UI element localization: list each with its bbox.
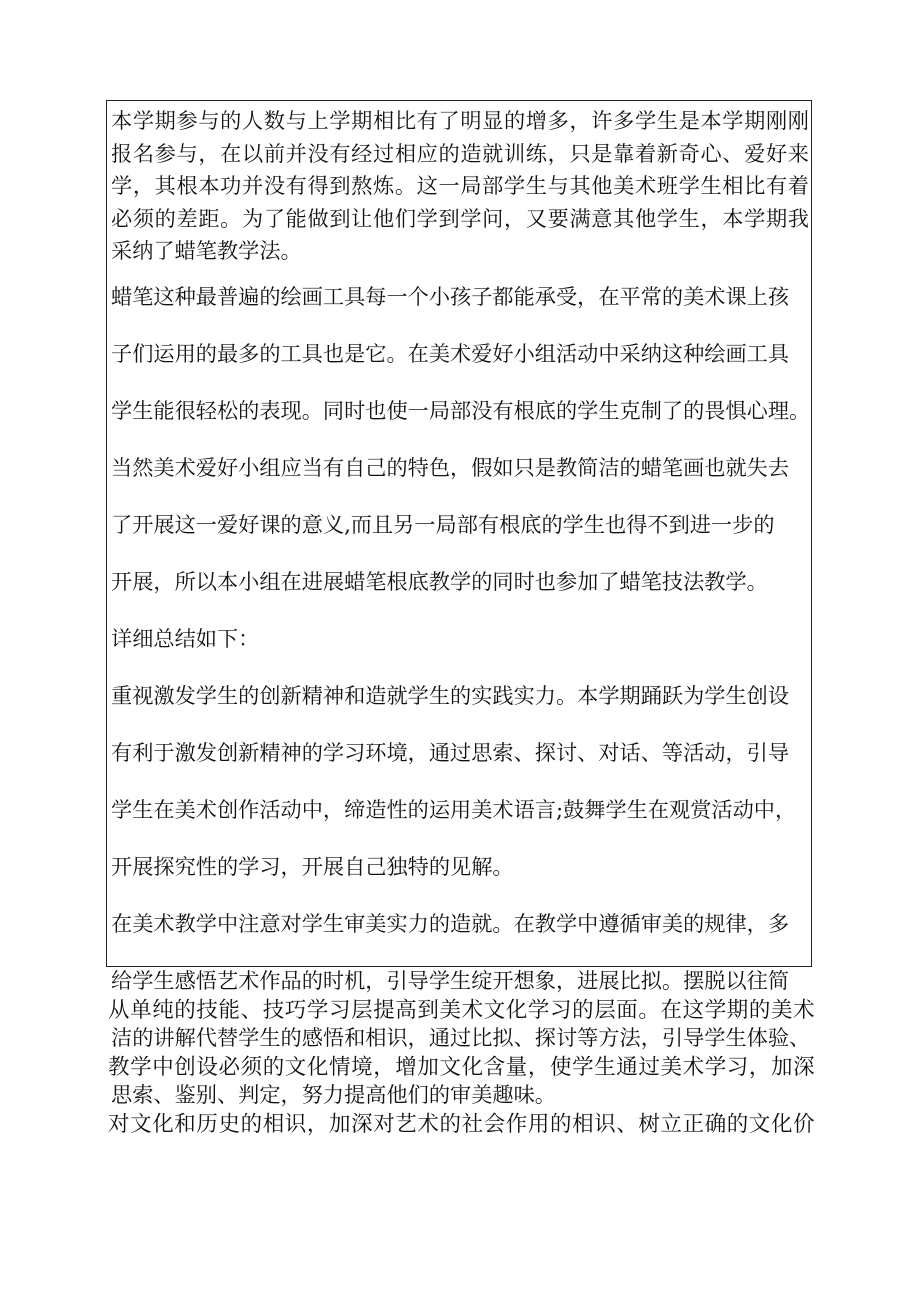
text-line: 学生能很轻松的表现。同时也使一局部没有根底的学生克制了的畏惧心理。 [111,397,811,423]
text-line: 洁的讲解代替学生的感悟和相识，通过比拟、探讨等方法，引导学生体验、 [111,1024,811,1050]
text-line: 子们运用的最多的工具也是它。在美术爱好小组活动中采纳这种绘画工具 [111,340,790,366]
text-line: 了开展这一爱好课的意义,而且另一局部有根底的学生也得不到进一步的 [111,511,775,537]
text-line: 蜡笔这种最普遍的绘画工具每一个小孩子都能承受，在平常的美术课上孩 [111,283,790,309]
text-line: 对文化和历史的相识，加深对艺术的社会作用的相识、树立正确的文化价 [108,1112,816,1137]
summary-heading: 详细总结如下： [111,625,260,651]
text-line: 学生在美术创作活动中，缔造性的运用美术语言;鼓舞学生在观赏活动中， [111,796,797,822]
text-line: 思索、鉴别、判定，努力提高他们的审美趣味。 [111,1081,556,1107]
text-line: 在美术教学中注意对学生审美实力的造就。在教学中遵循审美的规律，多 [111,910,790,936]
text-line: 开展，所以本小组在进展蜡笔根底教学的同时也参加了蜡笔技法教学。 [111,568,768,594]
text-line: 重视激发学生的创新精神和造就学生的实践实力。本学期踊跃为学生创设 [111,682,790,708]
intro-paragraph: 本学期参与的人数与上学期相比有了明显的增多，许多学生是本学期刚刚报名参与，在以前并没有经过相应的造就训练，只是靠着新奇心、爱好来学，其根本功并没有得到熬炼。这一局部学生与其他美术班学生相比有着必须的差距。为了能做到让他们学到学问，又要满意其他学生，本学期我采纳了蜡笔教学法。 [111,108,809,264]
continuation-paragraph [108,982,820,1153]
text-line: 当然美术爱好小组应当有自己的特色，假如只是教简洁的蜡笔画也就失去 [111,454,790,480]
text-line: 开展探究性的学习，开展自己独特的见解。 [111,853,514,879]
text-line: 从单纯的技能、技巧学习层提高到美术文化学习的层面。在这学期的美术 [108,998,816,1023]
text-line: 有利于激发创新精神的学习环境，通过思索、探讨、对话、等活动，引导 [111,739,790,765]
text-line: 给学生感悟艺术作品的时机，引导学生绽开想象，进展比拟。摆脱以往简 [111,967,790,993]
text-line: 教学中创设必须的文化情境，增加文化含量，使学生通过美术学习，加深 [108,1055,816,1080]
